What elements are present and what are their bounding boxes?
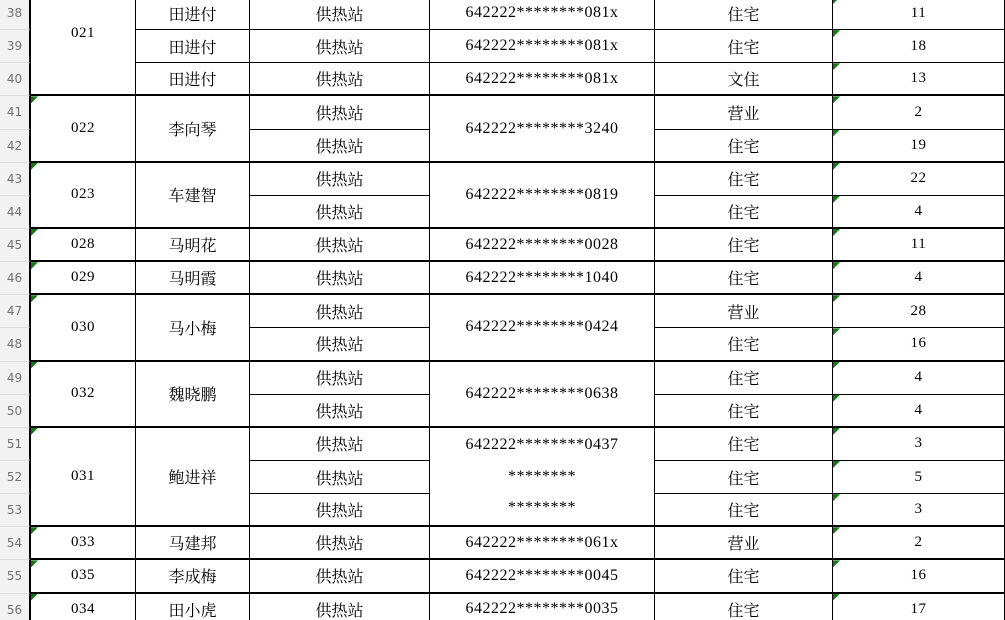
row-header[interactable]: 43 (0, 163, 30, 196)
cell-name[interactable]: 田进付 (136, 30, 250, 63)
cell-count[interactable] (833, 428, 1005, 461)
cell-name[interactable]: 车建智 (136, 163, 250, 229)
flag-triangle-icon (833, 0, 840, 4)
record-block-022 (0, 96, 1005, 162)
code-value: 034 (71, 600, 95, 617)
cell-type[interactable]: 营业 (655, 96, 833, 129)
cell-station[interactable]: 供热站 (250, 130, 430, 163)
count-value: 4 (914, 369, 923, 386)
cell-station[interactable]: 供热站 (250, 395, 430, 428)
record-block-033 (0, 527, 1005, 560)
cell-code[interactable] (30, 262, 136, 295)
cell-code[interactable] (30, 594, 136, 620)
cell-station[interactable]: 供热站 (250, 494, 430, 527)
row-header[interactable]: 38 (0, 0, 30, 30)
cell-code[interactable] (30, 229, 136, 262)
cell-station[interactable]: 供热站 (250, 0, 430, 30)
flag-triangle-icon (833, 328, 840, 335)
cell-type[interactable]: 住宅 (655, 196, 833, 229)
code-value: 029 (71, 269, 95, 286)
flag-triangle-icon (833, 428, 840, 435)
count-value: 13 (910, 70, 927, 87)
cell-code[interactable] (30, 96, 136, 162)
cell-type[interactable]: 住宅 (655, 262, 833, 295)
cell-id-group[interactable] (430, 428, 655, 527)
cell-code[interactable] (30, 560, 136, 593)
flag-triangle-icon (833, 395, 840, 402)
cell-type[interactable]: 住宅 (655, 494, 833, 527)
record-block-034 (0, 594, 1005, 620)
cell-count[interactable] (833, 362, 1005, 395)
record-block-023 (0, 163, 1005, 229)
cell-type[interactable]: 住宅 (655, 163, 833, 196)
cell-count[interactable] (833, 262, 1005, 295)
cell-name[interactable]: 马明霞 (136, 262, 250, 295)
flag-triangle-icon (833, 362, 840, 369)
cell-name[interactable]: 田进付 (136, 0, 250, 30)
cell-count[interactable] (833, 196, 1005, 229)
count-value: 16 (910, 567, 927, 584)
flag-triangle-icon (833, 96, 840, 103)
count-value: 11 (910, 4, 927, 21)
row-header[interactable]: 50 (0, 395, 30, 428)
id-line: ******** (508, 467, 576, 485)
cell-type[interactable]: 营业 (655, 295, 833, 328)
cell-count[interactable] (833, 594, 1005, 620)
cell-name[interactable]: 田小虎 (136, 594, 250, 620)
cell-station[interactable]: 供热站 (250, 30, 430, 63)
cell-id[interactable]: 642222********0028 (430, 229, 655, 262)
count-value: 17 (910, 600, 927, 617)
cell-type[interactable]: 营业 (655, 527, 833, 560)
count-value: 5 (914, 468, 923, 485)
flag-triangle-icon (833, 63, 840, 70)
flag-triangle-icon (31, 560, 38, 567)
cell-count[interactable] (833, 229, 1005, 262)
id-line: 642222********0437 (465, 436, 619, 454)
cell-type[interactable]: 住宅 (655, 428, 833, 461)
cell-type[interactable]: 住宅 (655, 560, 833, 593)
cell-code[interactable] (30, 527, 136, 560)
cell-count[interactable] (833, 395, 1005, 428)
cell-count[interactable] (833, 96, 1005, 129)
cell-id[interactable]: 642222********0045 (430, 560, 655, 593)
flag-triangle-icon (833, 163, 840, 170)
flag-triangle-icon (31, 527, 38, 534)
row-header[interactable]: 49 (0, 362, 30, 395)
cell-count[interactable] (833, 63, 1005, 96)
record-block-029 (0, 262, 1005, 295)
cell-name[interactable]: 田进付 (136, 63, 250, 96)
cell-station[interactable]: 供热站 (250, 196, 430, 229)
flag-triangle-icon (833, 30, 840, 37)
cell-name[interactable]: 李向琴 (136, 96, 250, 162)
flag-triangle-icon (833, 527, 840, 534)
cell-station[interactable]: 供热站 (250, 63, 430, 96)
row-header[interactable]: 41 (0, 96, 30, 129)
row-header[interactable]: 52 (0, 461, 30, 494)
count-value: 18 (910, 37, 927, 54)
cell-station[interactable]: 供热站 (250, 96, 430, 129)
row-header[interactable]: 45 (0, 229, 30, 262)
cell-count[interactable] (833, 461, 1005, 494)
cell-type[interactable]: 住宅 (655, 362, 833, 395)
row-header[interactable]: 53 (0, 494, 30, 527)
cell-type[interactable]: 住宅 (655, 130, 833, 163)
cell-id[interactable]: 642222********0819 (430, 163, 655, 229)
row-header[interactable]: 42 (0, 130, 30, 163)
cell-name[interactable]: 魏晓鹏 (136, 362, 250, 428)
flag-triangle-icon (833, 494, 840, 501)
id-line: ******** (508, 498, 576, 516)
cell-station[interactable]: 供热站 (250, 527, 430, 560)
cell-id[interactable]: 642222********1040 (430, 262, 655, 295)
cell-station[interactable]: 供热站 (250, 328, 430, 361)
row-header[interactable]: 48 (0, 328, 30, 361)
flag-triangle-icon (833, 262, 840, 269)
cell-station[interactable]: 供热站 (250, 362, 430, 395)
flag-triangle-icon (31, 428, 38, 435)
cell-name[interactable]: 马建邦 (136, 527, 250, 560)
row-header[interactable]: 46 (0, 262, 30, 295)
count-value: 2 (914, 103, 923, 120)
cell-type[interactable]: 住宅 (655, 395, 833, 428)
count-value: 4 (914, 202, 923, 219)
flag-triangle-icon (833, 229, 840, 236)
flag-triangle-icon (31, 362, 38, 369)
cell-type[interactable]: 住宅 (655, 461, 833, 494)
count-value: 4 (914, 401, 923, 418)
cell-count[interactable] (833, 328, 1005, 361)
row-header[interactable]: 44 (0, 196, 30, 229)
record-block-035 (0, 560, 1005, 593)
cell-count[interactable] (833, 130, 1005, 163)
cell-count[interactable] (833, 163, 1005, 196)
cell-station[interactable]: 供热站 (250, 295, 430, 328)
cell-name[interactable]: 李成梅 (136, 560, 250, 593)
cell-type[interactable]: 文住 (655, 63, 833, 96)
flag-triangle-icon (833, 130, 840, 137)
cell-code[interactable] (30, 295, 136, 361)
flag-triangle-icon (31, 96, 38, 103)
record-block-032 (0, 362, 1005, 428)
count-value: 3 (914, 501, 923, 518)
record-block-021 (0, 0, 1005, 96)
count-value: 22 (910, 170, 927, 187)
row-header[interactable]: 55 (0, 560, 30, 593)
flag-triangle-icon (833, 196, 840, 203)
cell-code[interactable]: 021 (30, 0, 136, 96)
cell-id[interactable]: 642222********081x (430, 30, 655, 63)
cell-count[interactable] (833, 295, 1005, 328)
code-value: 035 (71, 567, 95, 584)
cell-type[interactable]: 住宅 (655, 328, 833, 361)
cell-name[interactable]: 马小梅 (136, 295, 250, 361)
flag-triangle-icon (833, 295, 840, 302)
cell-count[interactable] (833, 30, 1005, 63)
count-value: 19 (910, 136, 927, 153)
flag-triangle-icon (31, 229, 38, 236)
code-value: 030 (71, 318, 95, 335)
flag-triangle-icon (833, 594, 840, 601)
cell-station[interactable]: 供热站 (250, 229, 430, 262)
flag-triangle-icon (31, 295, 38, 302)
cell-name[interactable]: 马明花 (136, 229, 250, 262)
row-header[interactable]: 56 (0, 594, 30, 620)
code-value: 033 (71, 534, 95, 551)
row-header[interactable]: 39 (0, 30, 30, 63)
cell-type[interactable]: 住宅 (655, 30, 833, 63)
cell-code[interactable] (30, 163, 136, 229)
cell-type[interactable]: 住宅 (655, 0, 833, 30)
record-block-028 (0, 229, 1005, 262)
cell-station[interactable]: 供热站 (250, 262, 430, 295)
code-value: 023 (71, 186, 95, 203)
row-header[interactable]: 51 (0, 428, 30, 461)
flag-triangle-icon (833, 461, 840, 468)
count-value: 3 (914, 435, 923, 452)
code-value: 031 (71, 468, 95, 485)
cell-name[interactable]: 鲍进祥 (136, 428, 250, 527)
flag-triangle-icon (31, 262, 38, 269)
row-header[interactable]: 54 (0, 527, 30, 560)
cell-count[interactable] (833, 0, 1005, 30)
count-value: 4 (914, 269, 923, 286)
cell-id[interactable]: 642222********081x (430, 0, 655, 30)
code-value: 022 (71, 120, 95, 137)
cell-id[interactable]: 642222********0638 (430, 362, 655, 428)
count-value: 11 (910, 236, 927, 253)
row-header[interactable]: 47 (0, 295, 30, 328)
cell-type[interactable]: 住宅 (655, 594, 833, 620)
count-value: 16 (910, 335, 927, 352)
cell-station[interactable]: 供热站 (250, 594, 430, 620)
cell-count[interactable] (833, 560, 1005, 593)
code-value: 028 (71, 236, 95, 253)
cell-type[interactable]: 住宅 (655, 229, 833, 262)
cell-count[interactable] (833, 527, 1005, 560)
count-value: 2 (914, 534, 923, 551)
cell-id[interactable]: 642222********0424 (430, 295, 655, 361)
record-block-031 (0, 428, 1005, 527)
flag-triangle-icon (833, 560, 840, 567)
count-value: 28 (910, 302, 927, 319)
cell-id[interactable]: 642222********061x (430, 527, 655, 560)
cell-id[interactable]: 642222********081x (430, 63, 655, 96)
cell-count[interactable] (833, 494, 1005, 527)
flag-triangle-icon (31, 594, 38, 601)
cell-station[interactable]: 供热站 (250, 560, 430, 593)
cell-id[interactable]: 642222********3240 (430, 96, 655, 162)
flag-triangle-icon (31, 163, 38, 170)
cell-station[interactable]: 供热站 (250, 461, 430, 494)
cell-station[interactable]: 供热站 (250, 428, 430, 461)
cell-id[interactable]: 642222********0035 (430, 594, 655, 620)
row-header[interactable]: 40 (0, 63, 30, 96)
code-value: 032 (71, 385, 95, 402)
record-block-030 (0, 295, 1005, 361)
cell-code[interactable] (30, 428, 136, 527)
cell-station[interactable]: 供热站 (250, 163, 430, 196)
cell-code[interactable] (30, 362, 136, 428)
